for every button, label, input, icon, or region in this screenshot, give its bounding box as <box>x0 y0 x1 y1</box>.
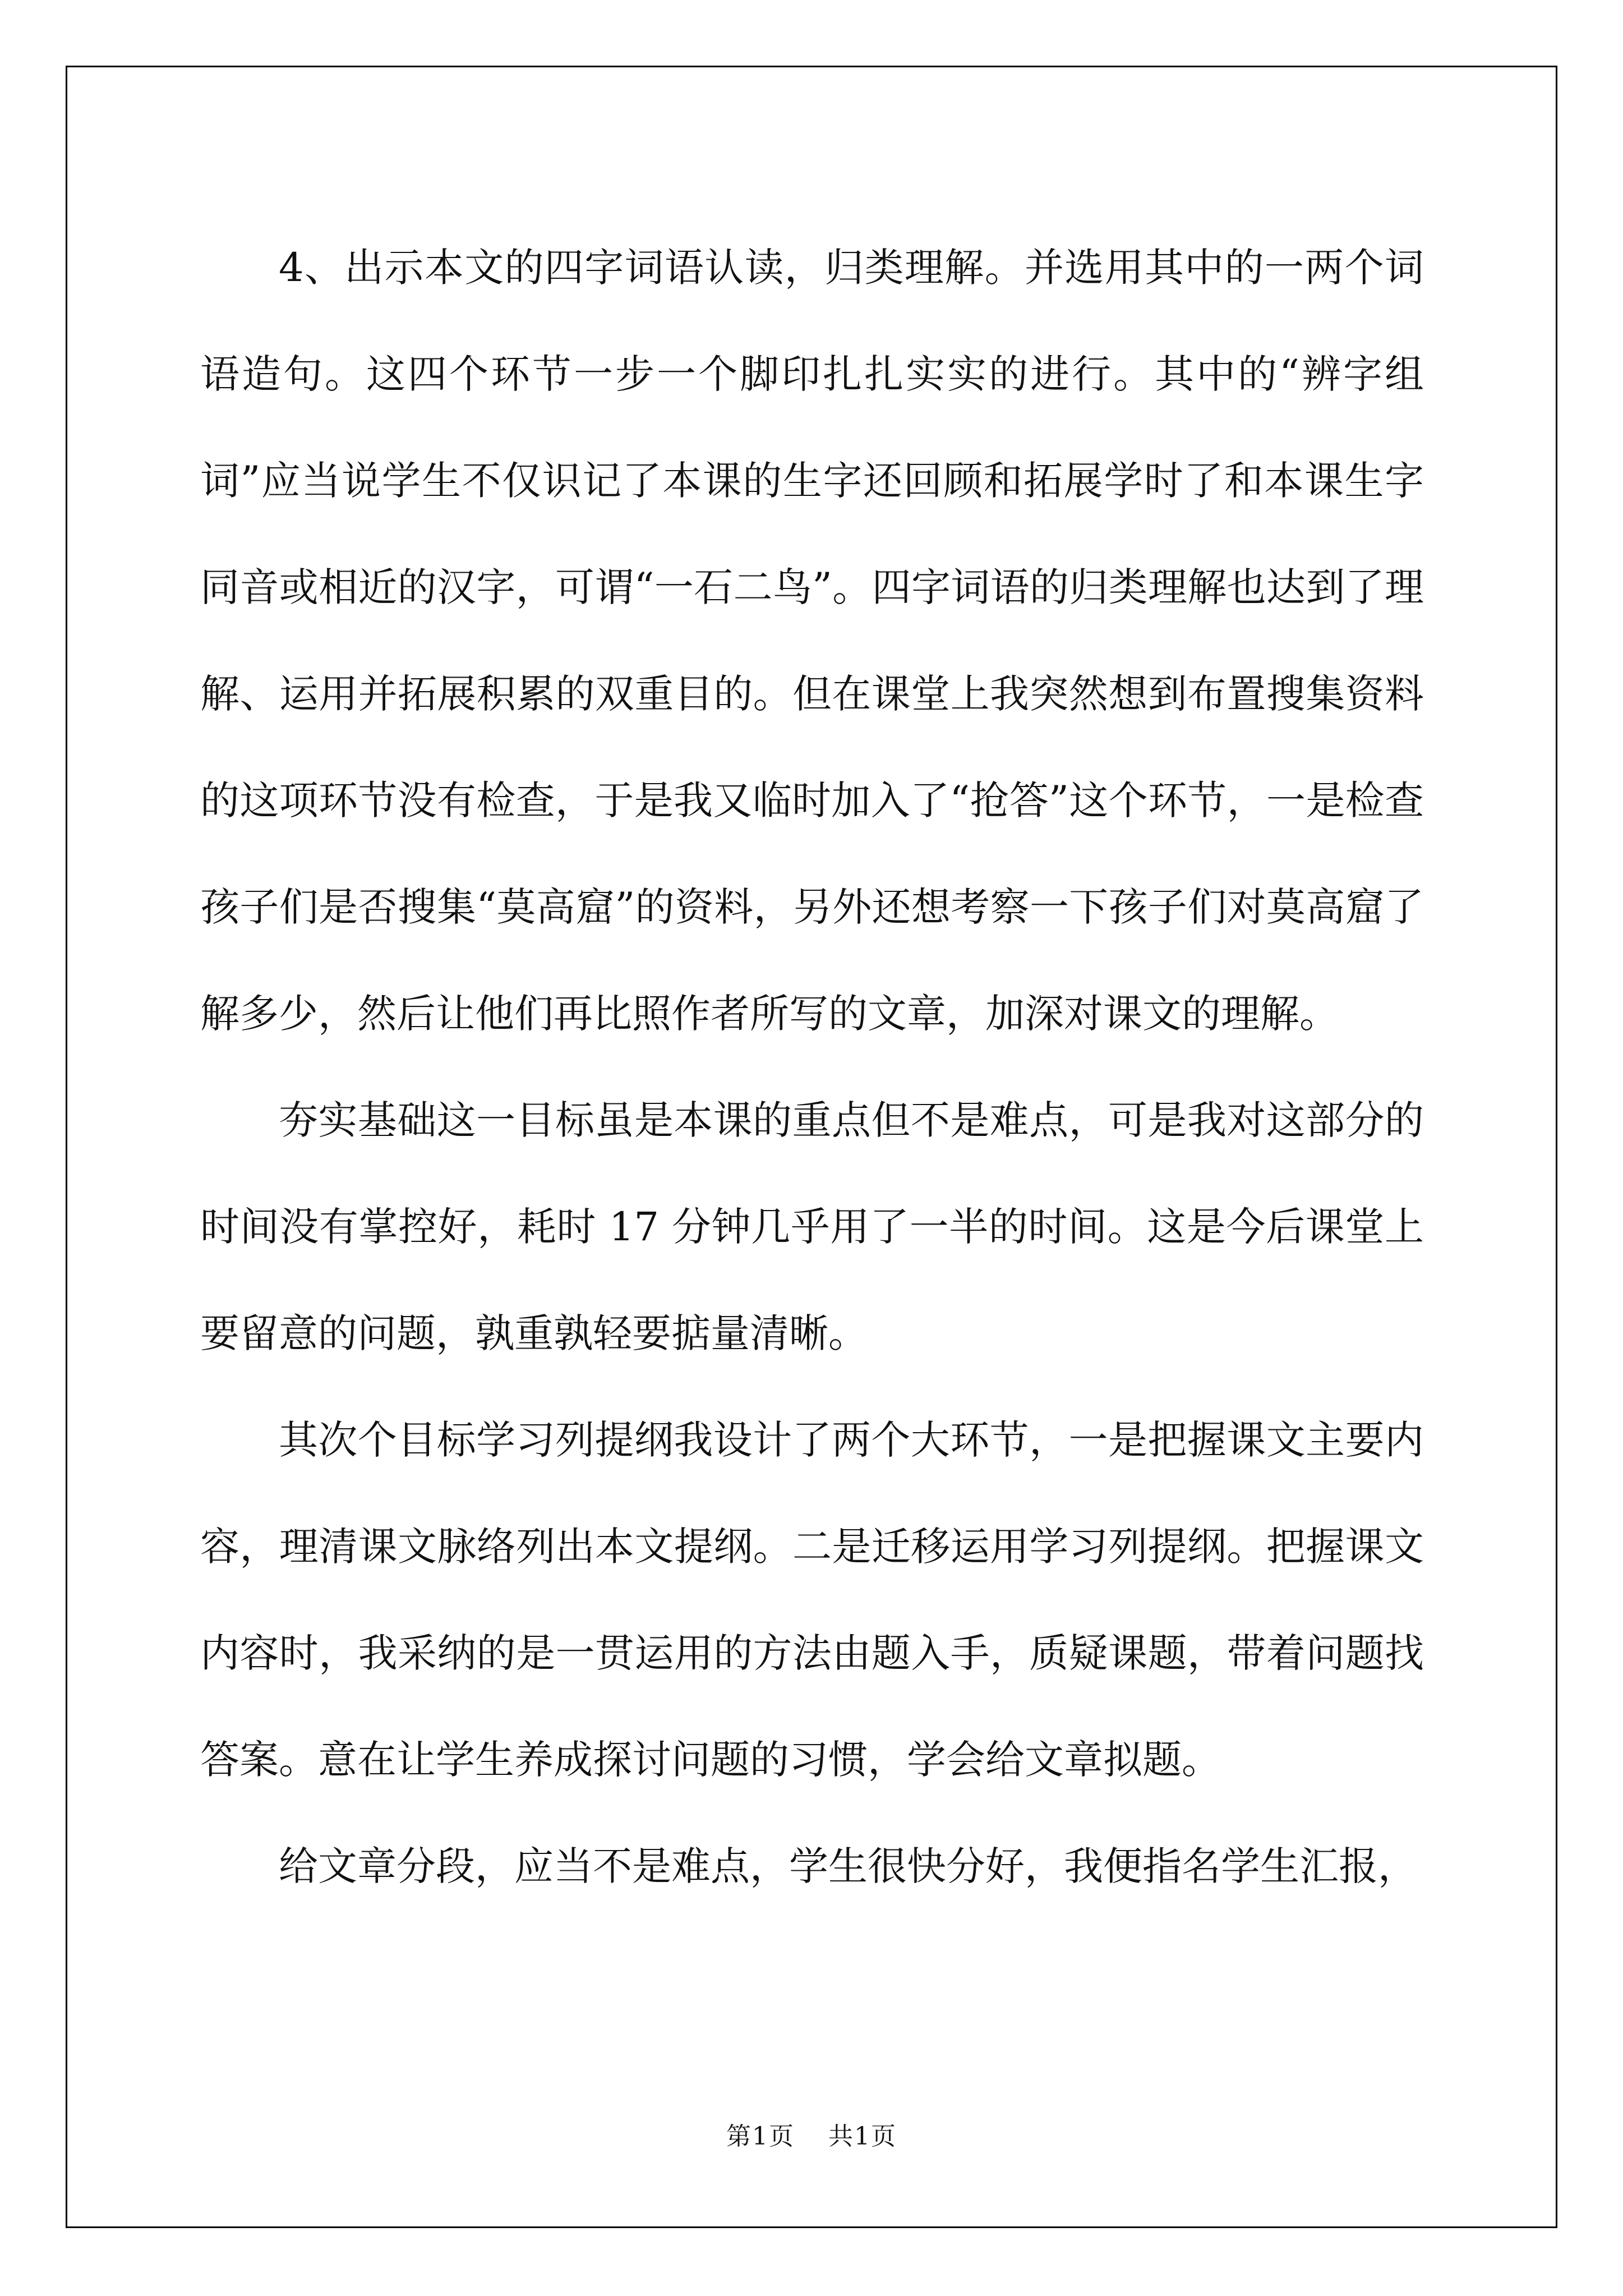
page-number-current: 第1页 <box>726 2122 795 2151</box>
paragraph-2: 夯实基础这一目标虽是本课的重点但不是难点，可是我对这部分的时间没有掌控好，耗时 17 分钟几乎用了一半的时间。这是今后课堂上要留意的问题，孰重孰轻要掂量清晰。 <box>200 1097 1424 1356</box>
document-body <box>200 214 1424 1920</box>
paragraph-1: 4、出示本文的四字词语认读，归类理解。并选用其中的一两个词语造句。这四个环节一步一个脚印扎扎实实的进行。其中的“辨字组词”应当说学生不仅识记了本课的生字还回顾和拓展学时了和本课生字同音或相近的汉字，可谓“一石二鸟”。四字词语的归类理解也达到了理解、运用并拓展积累的双重目的。但在课堂上我突然想到布置搜集资料的这项环节没有检查，于是我又临时加入了“抢答”这个环节，一是检查孩子们是否搜集“莫高窟”的资料，另外还想考察一下孩子们对莫高窟了解多少，然后让他们再比照作者所写的文章，加深对课文的理解。 <box>200 245 1424 1037</box>
page-footer <box>0 2116 1623 2152</box>
paragraph-4: 给文章分段，应当不是难点，学生很快分好，我便指名学生汇报， <box>279 1843 1417 1889</box>
paragraph-3: 其次个目标学习列提纲我设计了两个大环节，一是把握课文主要内容，理清课文脉络列出本文提纲。二是迁移运用学习列提纲。把握课文内容时，我采纳的是一贯运用的方法由题入手，质疑课题，带着问题找答案。意在让学生养成探讨问题的习惯，学会给文章拟题。 <box>200 1417 1424 1783</box>
page-number-total: 共1页 <box>828 2122 897 2151</box>
